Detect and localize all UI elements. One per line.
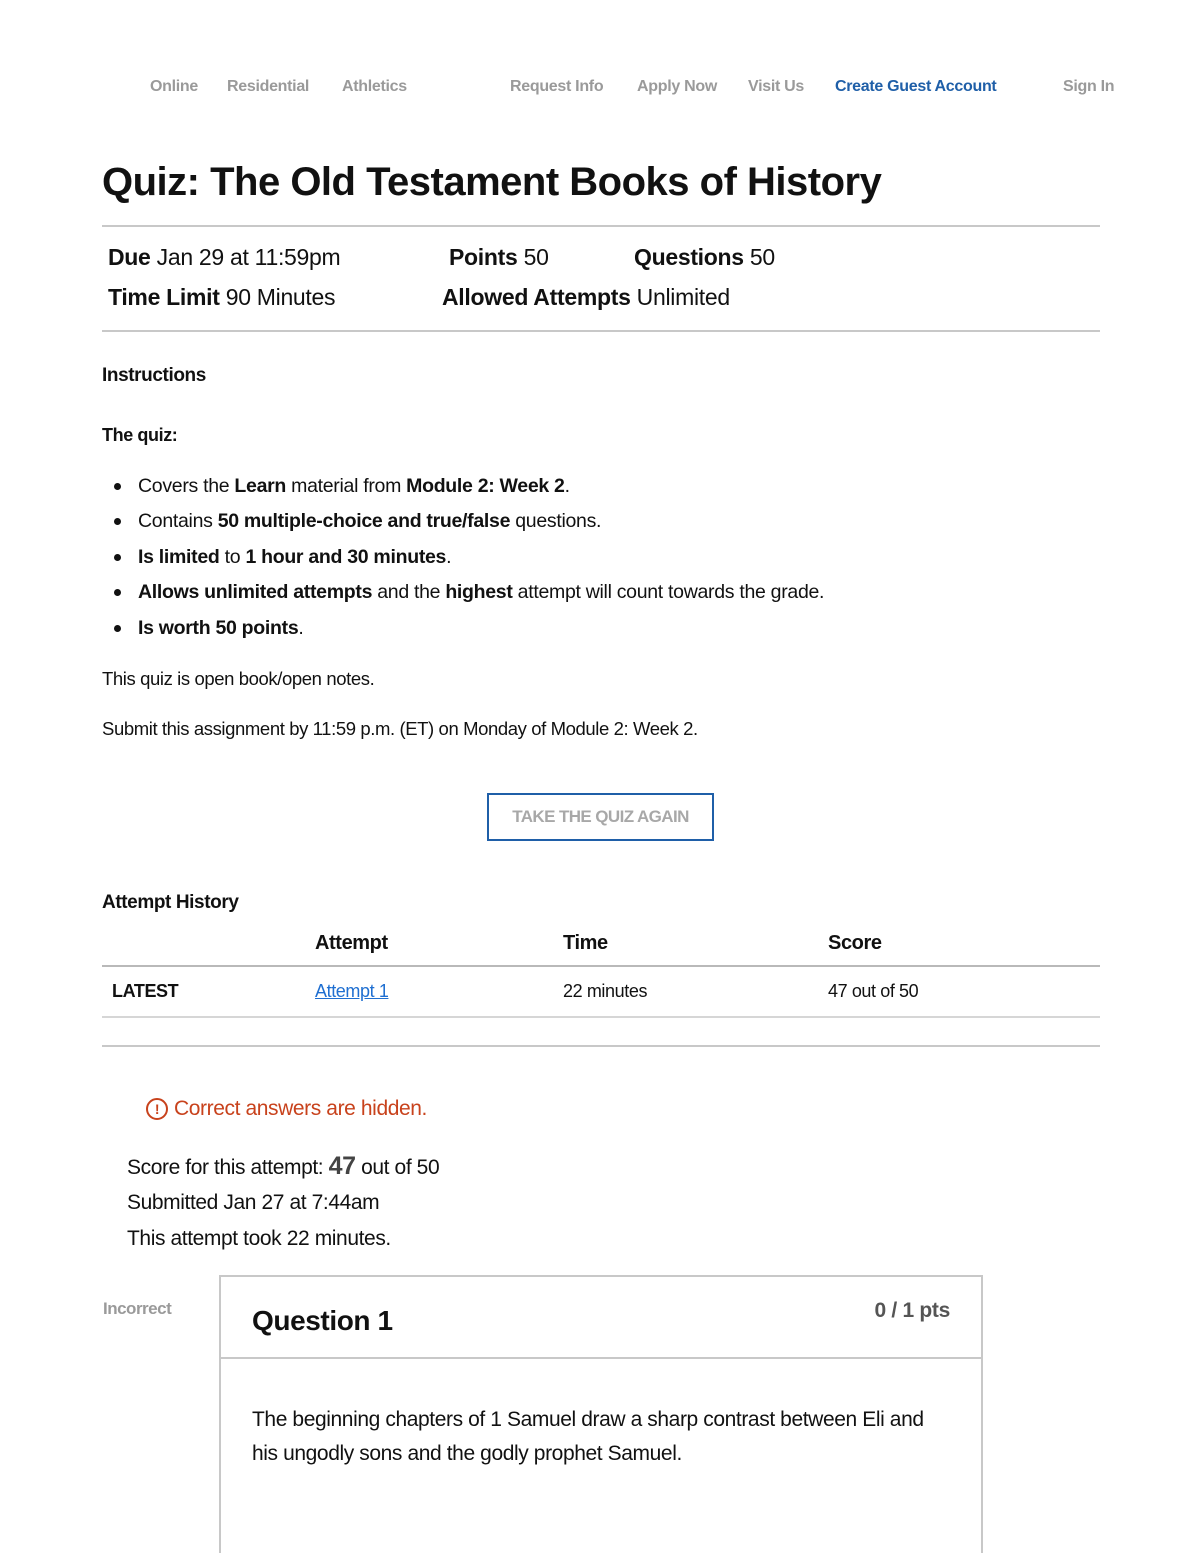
deadline-note: Submit this assignment by 11:59 p.m. (ET) on Monday of Module 2: Week 2. — [102, 718, 698, 739]
instructions-list — [110, 472, 824, 649]
attempt-time: 22 minutes — [563, 981, 648, 1001]
table-header-divider — [102, 965, 1100, 967]
attempt-score-summary — [127, 1152, 439, 1181]
bullet-bold: Is worth 50 points — [138, 616, 299, 639]
column-header-score: Score — [828, 932, 882, 954]
points — [449, 244, 549, 271]
question-status-incorrect: Incorrect — [103, 1299, 172, 1318]
bullet-bold: 50 multiple-choice and true/false — [217, 510, 511, 533]
open-book-note: This quiz is open book/open notes. — [102, 668, 375, 689]
list-item — [110, 614, 824, 649]
nav-residential[interactable]: Residential — [227, 78, 310, 95]
score-prefix: Score for this attempt: — [127, 1156, 329, 1179]
bullet-bold: 1 hour and 30 minutes — [245, 545, 447, 568]
page-title: Quiz: The Old Testament Books of History — [102, 160, 882, 204]
bullet-text: Covers the — [138, 475, 235, 497]
column-header-time: Time — [563, 932, 608, 954]
instructions-subheading: The quiz: — [102, 425, 178, 445]
warning-icon: ! — [146, 1098, 168, 1120]
time-limit-value: 90 Minutes — [225, 284, 336, 310]
question-card — [219, 1275, 983, 1553]
nav-athletics[interactable]: Athletics — [342, 78, 407, 95]
due-date — [108, 244, 340, 271]
correct-answers-hidden-notice — [146, 1097, 427, 1121]
warning-text: Correct answers are hidden. — [174, 1097, 427, 1120]
bullet-text: and the — [372, 581, 446, 604]
bullet-text: to — [219, 545, 246, 568]
bullet-bold: Is limited — [138, 545, 220, 568]
time-limit-label: Time Limit — [108, 284, 220, 310]
points-value: 50 — [523, 244, 549, 270]
nav-apply-now[interactable]: Apply Now — [637, 78, 717, 95]
points-label: Points — [449, 244, 518, 270]
list-item — [110, 507, 824, 542]
take-quiz-again-button[interactable]: TAKE THE QUIZ AGAIN — [487, 793, 714, 841]
nav-online[interactable]: Online — [150, 78, 198, 95]
questions-count — [634, 244, 775, 271]
column-header-attempt: Attempt — [315, 932, 388, 954]
bullet-bold: highest — [445, 581, 513, 604]
attempt-link[interactable]: Attempt 1 — [315, 981, 389, 1001]
attempt-history-heading: Attempt History — [102, 892, 239, 913]
attempt-duration: This attempt took 22 minutes. — [127, 1227, 391, 1250]
nav-sign-in[interactable]: Sign In — [1063, 78, 1115, 95]
bullet-text: . — [446, 545, 452, 568]
list-item — [110, 472, 824, 507]
bullet-bold: Module 2: Week 2 — [406, 475, 565, 497]
time-limit — [108, 284, 335, 311]
table-row-divider — [102, 1016, 1100, 1018]
submitted-time: Submitted Jan 27 at 7:44am — [127, 1191, 380, 1214]
bullet-text: . — [298, 616, 304, 639]
nav-create-guest-account[interactable]: Create Guest Account — [835, 78, 997, 95]
bullet-text: attempt will count towards the grade. — [512, 581, 825, 604]
due-label: Due — [108, 244, 151, 270]
question-text: The beginning chapters of 1 Samuel draw a sharp contrast between Eli and his ungodly sons and the godly prophet Samuel. — [252, 1408, 924, 1465]
latest-tag: LATEST — [112, 981, 179, 1001]
bullet-text: questions. — [510, 510, 602, 533]
questions-value: 50 — [749, 244, 775, 270]
bullet-text: . — [564, 475, 570, 497]
attempts-label: Allowed Attempts — [442, 284, 631, 310]
bullet-text: material from — [286, 475, 407, 497]
section-divider — [102, 1045, 1100, 1047]
nav-request-info[interactable]: Request Info — [510, 78, 604, 95]
bullet-bold: Learn — [234, 475, 287, 497]
title-divider — [102, 225, 1100, 227]
instructions-heading: Instructions — [102, 365, 206, 386]
score-suffix: out of 50 — [355, 1156, 440, 1179]
question-header — [221, 1277, 981, 1359]
bullet-bold: Allows unlimited attempts — [138, 581, 373, 604]
questions-label: Questions — [634, 244, 744, 270]
nav-visit-us[interactable]: Visit Us — [748, 78, 804, 95]
list-item — [110, 543, 824, 578]
question-title: Question 1 — [252, 1305, 393, 1336]
allowed-attempts — [442, 284, 730, 311]
meta-divider — [102, 330, 1100, 332]
list-item — [110, 578, 824, 613]
due-value: Jan 29 at 11:59pm — [156, 244, 341, 270]
attempts-value: Unlimited — [636, 284, 730, 310]
bullet-text: Contains — [138, 510, 218, 533]
question-points: 0 / 1 pts — [874, 1299, 950, 1322]
score-value: 47 — [328, 1152, 356, 1180]
attempt-score: 47 out of 50 — [828, 981, 919, 1001]
